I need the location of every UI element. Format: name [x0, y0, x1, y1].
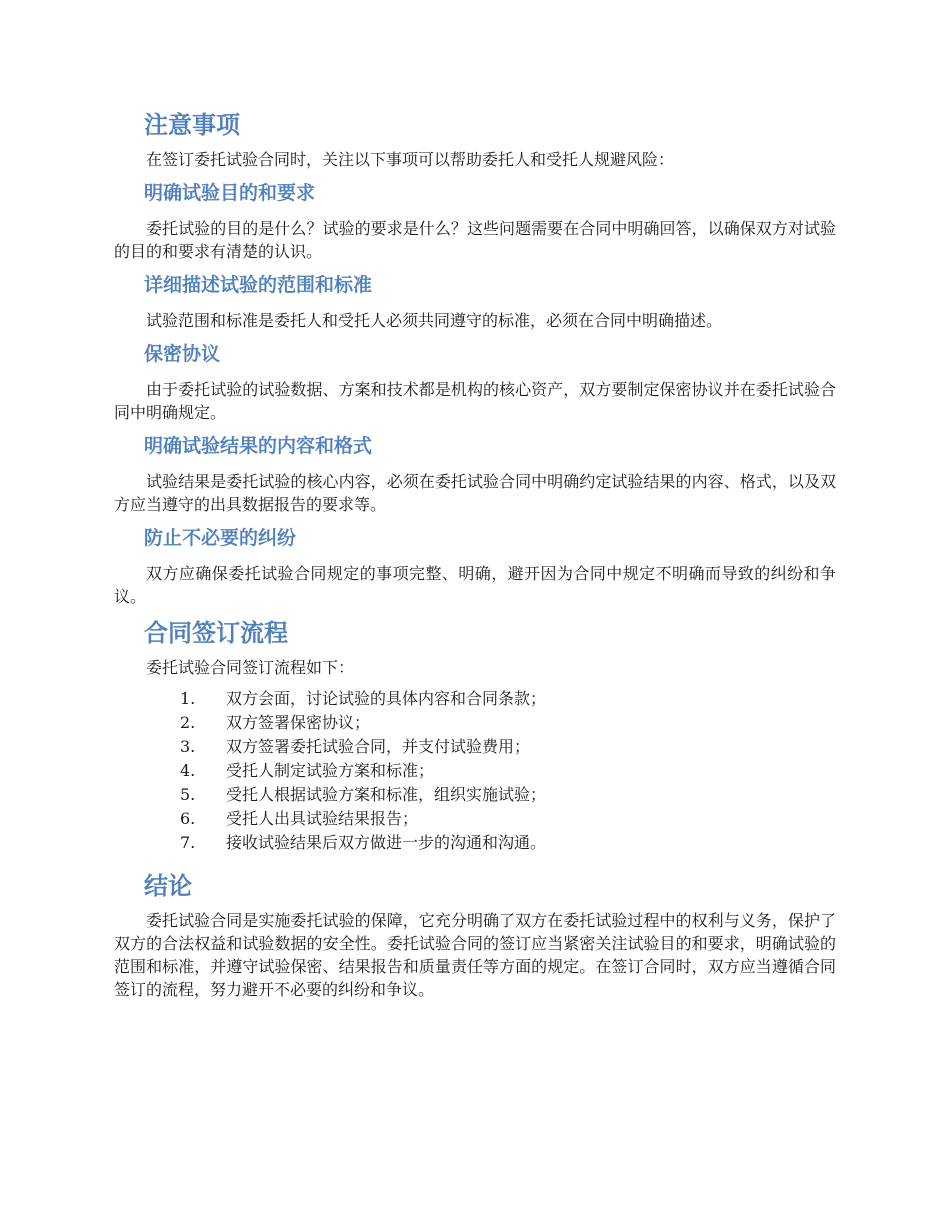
- step-text: 受托人制定试验方案和标准；: [226, 761, 435, 780]
- step-number: 5.: [180, 785, 196, 804]
- process-steps-list: [114, 687, 836, 855]
- step-number: 3.: [180, 737, 196, 756]
- paragraph-disputes: 双方应确保委托试验合同规定的事项完整、明确，避开因为合同中规定不明确而导致的纠纷和争议。: [114, 564, 836, 606]
- step-number: 4.: [180, 761, 196, 780]
- section-title-notes: 注意事项: [144, 111, 240, 139]
- subheading-disputes: 防止不必要的纠纷: [144, 527, 297, 549]
- list-item: [114, 711, 836, 735]
- subheading-purpose: 明确试验目的和要求: [144, 182, 316, 204]
- list-item: [114, 831, 836, 855]
- process-intro: 委托试验合同签订流程如下：: [146, 658, 355, 677]
- step-text: 双方签署保密协议；: [226, 713, 371, 732]
- section-title-conclusion: 结论: [144, 872, 192, 900]
- step-number: 1.: [180, 689, 196, 708]
- subheading-scope: 详细描述试验的范围和标准: [144, 274, 373, 296]
- list-item: [114, 687, 836, 711]
- step-text: 双方会面，讨论试验的具体内容和合同条款；: [226, 689, 547, 708]
- list-item: [114, 783, 836, 807]
- subheading-confidentiality: 保密协议: [144, 343, 221, 365]
- list-item: [114, 759, 836, 783]
- step-text: 双方签署委托试验合同，并支付试验费用；: [226, 737, 531, 756]
- step-text: 接收试验结果后双方做进一步的沟通和沟通。: [226, 833, 547, 852]
- step-number: 6.: [180, 809, 196, 828]
- document-content: [114, 108, 836, 1009]
- list-item: [114, 735, 836, 759]
- subheading-results: 明确试验结果的内容和格式: [144, 435, 373, 457]
- step-number: 7.: [180, 833, 196, 852]
- paragraph-purpose: 委托试验的目的是什么？试验的要求是什么？这些问题需要在合同中明确回答，以确保双方对试验的目的和要求有清楚的认识。: [114, 219, 836, 261]
- list-item: [114, 807, 836, 831]
- step-text: 受托人根据试验方案和标准，组织实施试验；: [226, 785, 547, 804]
- paragraph-conclusion: 委托试验合同是实施委托试验的保障，它充分明确了双方在委托试验过程中的权利与义务，保护了双方的合法权益和试验数据的安全性。委托试验合同的签订应当紧密关注试验目的和要求，明确试验的范围和标准，并遵守试验保密、结果报告和质量责任等方面的规定。在签订合同时，双方应当遵循合同签订的流程，努力避开不必要的纠纷和争议。: [114, 911, 836, 999]
- paragraph-confidentiality: 由于委托试验的试验数据、方案和技术都是机构的核心资产，双方要制定保密协议并在委托试验合同中明确规定。: [114, 380, 836, 422]
- paragraph-scope: 试验范围和标准是委托人和受托人必须共同遵守的标准，必须在合同中明确描述。: [146, 311, 723, 330]
- paragraph-results: 试验结果是委托试验的核心内容，必须在委托试验合同中明确约定试验结果的内容、格式，以及双方应当遵守的出具数据报告的要求等。: [114, 472, 836, 514]
- section-title-process: 合同签订流程: [144, 619, 288, 647]
- step-number: 2.: [180, 713, 196, 732]
- step-text: 受托人出具试验结果报告；: [226, 809, 419, 828]
- notes-intro: 在签订委托试验合同时，关注以下事项可以帮助委托人和受托人规避风险：: [146, 150, 675, 169]
